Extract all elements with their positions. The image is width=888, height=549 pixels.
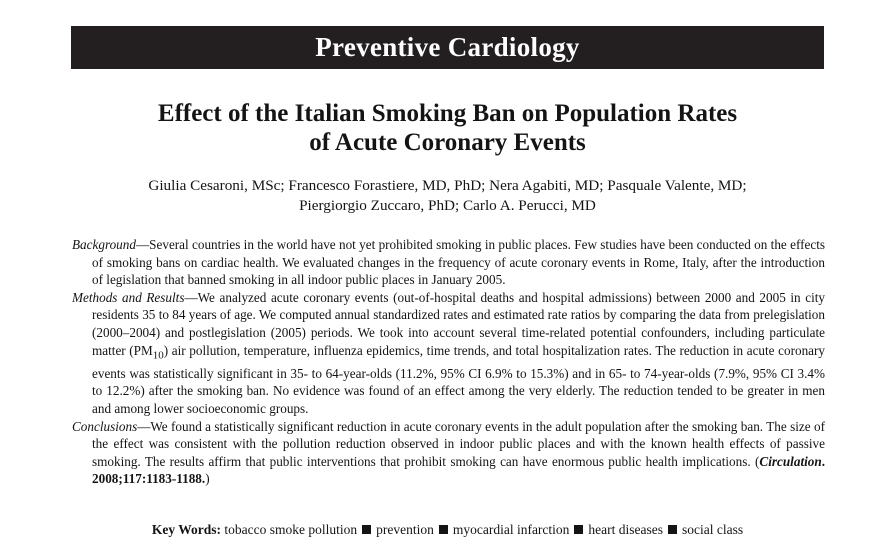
square-bullet-icon — [362, 525, 371, 534]
keyword-item: heart diseases — [588, 522, 664, 537]
keywords-label: Key Words: — [151, 522, 221, 537]
pm-subscript: 10 — [152, 349, 164, 362]
authors-line-2: Piergiorgio Zuccaro, PhD; Carlo A. Perucci, MD — [299, 197, 596, 214]
abstract — [72, 236, 825, 488]
background-heading: Background — [72, 237, 136, 252]
methods-heading: Methods and Results — [72, 289, 185, 305]
square-bullet-icon — [574, 525, 583, 534]
square-bullet-icon — [439, 525, 448, 534]
keyword-item: social class — [682, 522, 744, 537]
keyword-item: tobacco smoke pollution — [224, 522, 358, 537]
square-bullet-icon — [668, 525, 677, 534]
section-banner — [71, 26, 824, 69]
citation-journal: Circulation — [759, 453, 822, 469]
authors-line-1: Giulia Cesaroni, MSc; Francesco Forastiere, MD, PhD; Nera Agabiti, MD; Pasquale Valente, MD; — [148, 177, 747, 194]
article-title-line-1: Effect of the Italian Smoking Ban on Population Rates — [157, 100, 738, 127]
abstract-methods — [72, 289, 825, 418]
author-list — [60, 176, 835, 216]
article-title — [60, 99, 835, 157]
keyword-item: prevention — [376, 522, 434, 537]
methods-text-part-1: —We analyzed acute coronary events (out-of-hospital deaths and hospital admissions) between 2000 and 2005 in city residents 35 to 84 years of age. We computed annual standardized rates and estimated rate ratios by comparing the data from prelegislation (2000–2004) and postlegislation (2005) periods. We took into account several time-related potential confounders, including particulate matter (PM — [92, 289, 826, 358]
methods-text-part-2: ) air pollution, temperature, influenza epidemics, time trends, and total hospitalization rates. The reduction in acute coronary events was statistically significant in 35- to 64-year-olds (11.2%, 95% CI 6.9% to 15.3%) and in 65- to 74-year-olds (7.9%, 95% CI 3.4% to 12.2%) after the smoking ban. No evidence was found of an effect among the very elderly. The reduction tended to be greater in men and among lower socioeconomic groups. — [92, 342, 826, 416]
article-title-line-2: of Acute Coronary Events — [309, 129, 586, 156]
conclusions-text-end: ) — [205, 471, 210, 487]
conclusions-heading: Conclusions — [72, 418, 138, 434]
section-title: Preventive Cardiology — [315, 32, 580, 62]
conclusions-text: —We found a statistically significant reduction in acute coronary events in the adult population after the smoking ban. The size of the effect was consistent with the pollution reduction observed in indoor public places and with the known health effects of passive smoking. The results affirm that public interventions that prohibit smoking can have enormous public health implications. ( — [92, 418, 825, 469]
citation-details: . 2008;117:1183-1188. — [92, 453, 825, 487]
keyword-item: myocardial infarction — [452, 522, 570, 537]
abstract-background — [72, 236, 825, 289]
keywords — [60, 521, 835, 539]
background-text: —Several countries in the world have not yet prohibited smoking in public places. Few studies have been conducted on the effects of smoking bans on cardiac health. We evaluated changes in the frequency of acute coronary events in Rome, Italy, after the introduction of legislation that banned smoking in all indoor public places in January 2005. — [92, 237, 825, 288]
abstract-conclusions — [72, 418, 825, 488]
